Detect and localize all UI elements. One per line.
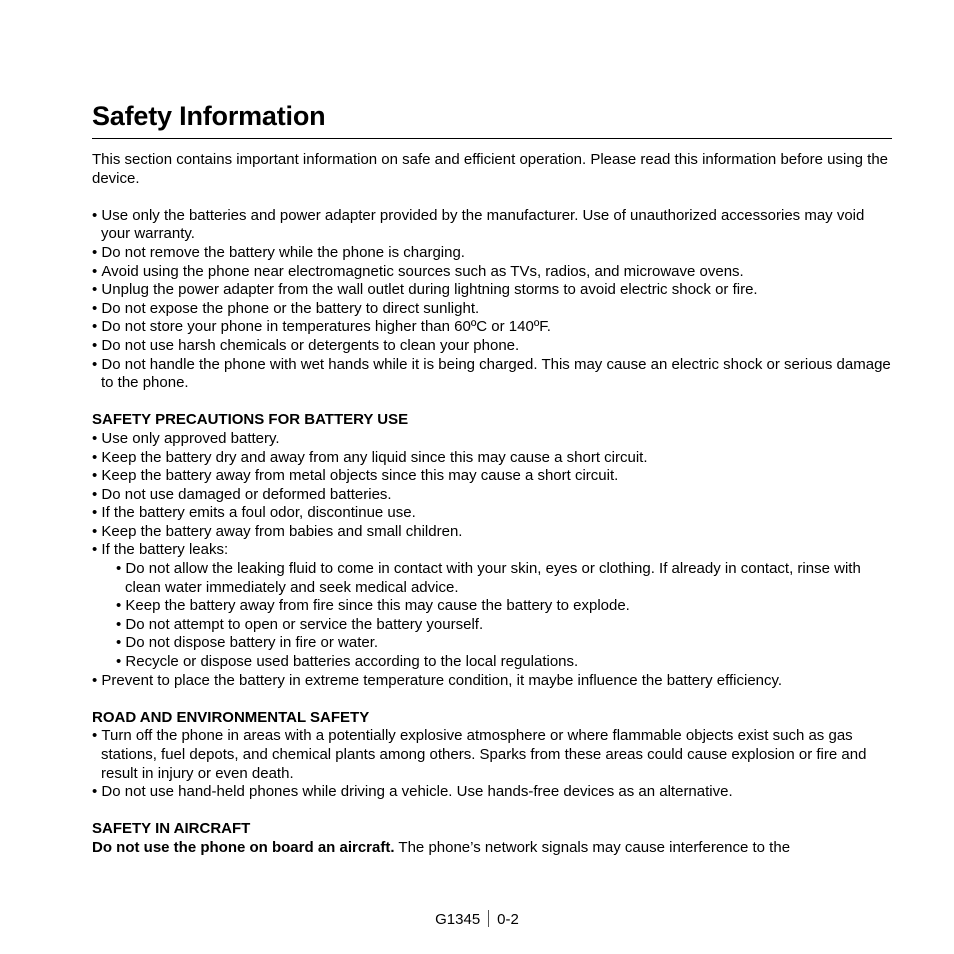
title-rule xyxy=(92,138,892,139)
document-page xyxy=(92,100,892,858)
list-item: • Keep the battery dry and away from any liquid since this may cause a short circuit. xyxy=(92,449,892,468)
list-item: • Recycle or dispose used batteries according to the local regulations. xyxy=(116,653,892,672)
list-item: • Do not store your phone in temperatures higher than 60ºC or 140ºF. xyxy=(92,318,892,337)
intro-paragraph: This section contains important information on safe and efficient operation. Please read this information before using the device. xyxy=(92,151,889,187)
list-item: • Unplug the power adapter from the wall outlet during lightning storms to avoid electric shock or fire. xyxy=(92,281,892,300)
aircraft-section-heading: SAFETY IN AIRCRAFT xyxy=(92,820,251,838)
list-item: • Do not use hand-held phones while driving a vehicle. Use hands-free devices as an alternative. xyxy=(92,783,892,802)
page-footer xyxy=(0,910,954,929)
list-item: • Use only approved battery. xyxy=(92,430,892,449)
road-safety-list xyxy=(92,727,892,801)
footer-divider xyxy=(488,910,489,927)
road-section-heading: ROAD AND ENVIRONMENTAL SAFETY xyxy=(92,708,370,726)
list-item: • Keep the battery away from fire since this may cause the battery to explode. xyxy=(116,597,892,616)
battery-precautions-list xyxy=(92,430,892,560)
list-item: • Do not expose the phone or the battery to direct sunlight. xyxy=(92,300,892,319)
battery-leak-sublist xyxy=(92,560,892,672)
aircraft-lead-bold: Do not use the phone on board an aircraft. xyxy=(92,838,395,856)
list-item: • Turn off the phone in areas with a potentially explosive atmosphere or where flammable objects exist such as gas stations, fuel depots, and chemical plants among others. Sparks from these areas could cause explosion or fire and result in injury or even death. xyxy=(92,727,892,783)
list-item: • Do not handle the phone with wet hands while it is being charged. This may cause an electric shock or serious damage to the phone. xyxy=(92,356,892,393)
list-item: • Do not use harsh chemicals or detergents to clean your phone. xyxy=(92,337,892,356)
list-item: • Keep the battery away from metal objects since this may cause a short circuit. xyxy=(92,467,892,486)
list-item: • Prevent to place the battery in extreme temperature condition, it maybe influence the battery efficiency. xyxy=(92,672,892,691)
list-item: • Keep the battery away from babies and small children. xyxy=(92,523,892,542)
aircraft-lead-text: The phone’s network signals may cause interference to the xyxy=(394,838,791,856)
list-item: • Do not remove the battery while the phone is charging. xyxy=(92,244,892,263)
page-title: Safety Information xyxy=(92,101,326,131)
battery-section-heading: SAFETY PRECAUTIONS FOR BATTERY USE xyxy=(92,411,409,429)
list-item: • Do not attempt to open or service the battery yourself. xyxy=(116,616,892,635)
list-item: • Do not allow the leaking fluid to come in contact with your skin, eyes or clothing. If already in contact, rinse with clean water immediately and seek medical advice. xyxy=(116,560,892,597)
list-item: • Avoid using the phone near electromagnetic sources such as TVs, radios, and microwave ovens. xyxy=(92,263,892,282)
list-item: • Use only the batteries and power adapter provided by the manufacturer. Use of unauthorized accessories may void your warranty. xyxy=(92,207,892,244)
list-item: • If the battery leaks: xyxy=(92,541,892,560)
model-number: G1345 xyxy=(435,911,481,928)
aircraft-paragraph xyxy=(92,839,892,858)
list-item: • Do not use damaged or deformed batteries. xyxy=(92,486,892,505)
page-number: 0-2 xyxy=(497,911,519,928)
general-safety-list xyxy=(92,207,892,393)
list-item: • If the battery emits a foul odor, discontinue use. xyxy=(92,504,892,523)
list-item: • Do not dispose battery in fire or water. xyxy=(116,634,892,653)
battery-final-list xyxy=(92,672,892,691)
